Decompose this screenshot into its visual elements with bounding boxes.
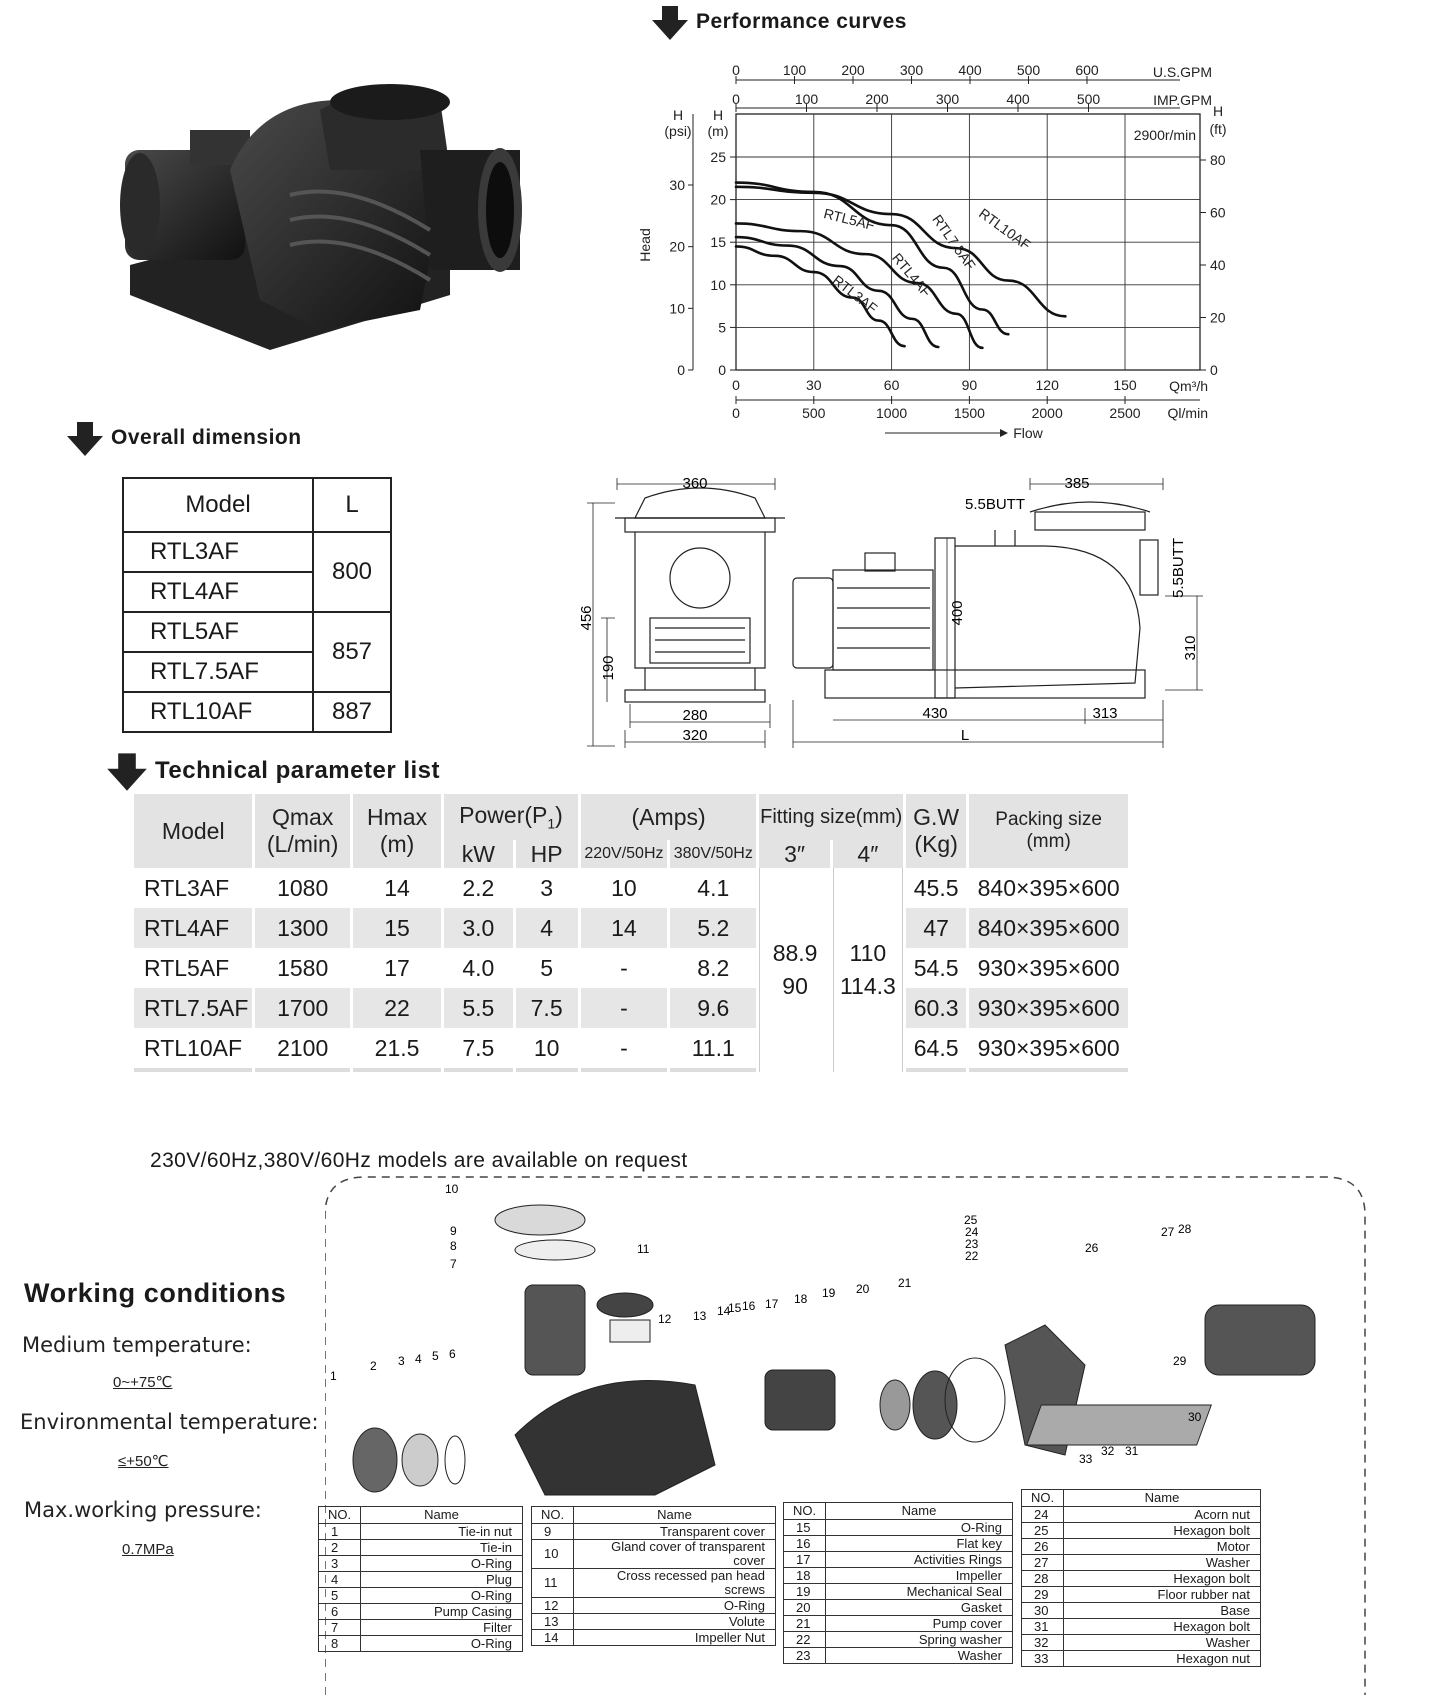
dim-model: RTL5AF (123, 612, 313, 652)
part-callout: 29 (1173, 1354, 1187, 1368)
part-name: O-Ring (361, 1556, 523, 1572)
parts-row (319, 1604, 523, 1620)
table-row: RTL7.5AF 1700 22 5.5 7.5 - 9.6 60.3 930×395×600 (134, 988, 1128, 1028)
dim-front-shaft-height: 190 (600, 655, 617, 681)
parts-row (532, 1540, 776, 1569)
y-tick-label: 15 (710, 234, 726, 251)
part-number: 5 (319, 1588, 361, 1604)
speed-label: 2900r/min (1133, 127, 1196, 143)
part-number: 21 (784, 1616, 826, 1632)
x-tick-label: 400 (1006, 91, 1030, 107)
dim-front-base-inner: 280 (682, 707, 708, 724)
x-tick-label: 300 (899, 62, 924, 78)
dim-header-l: L (313, 478, 391, 532)
parts-row (1022, 1571, 1261, 1587)
y-tick-label: 20 (1210, 309, 1226, 326)
table-row: RTL5AF 1580 17 4.0 5 - 8.2 54.5 930×395×600 (144, 954, 1120, 981)
part-name: Pump cover (826, 1616, 1013, 1632)
part-number: 20 (784, 1600, 826, 1616)
arrow-down-icon (650, 2, 690, 42)
part-name: Plug (361, 1572, 523, 1588)
y-axis-title: H (712, 107, 724, 123)
part-name: Impeller Nut (574, 1630, 776, 1646)
part-number: 24 (1022, 1507, 1064, 1523)
dimension-title: Overall dimension (65, 418, 302, 458)
part-callout: 27 (1161, 1225, 1175, 1239)
part-name: Tie-in (361, 1540, 523, 1556)
part-number: 11 (532, 1569, 574, 1598)
y-tick-label: 20 (669, 238, 685, 255)
dim-l-value: 887 (313, 692, 391, 732)
x-tick-label: 200 (841, 62, 865, 78)
x-unit-label: Qm³/h (1169, 378, 1208, 394)
th-220v: 220V/50Hz (581, 840, 667, 868)
head-label: Head (637, 228, 653, 262)
parts-no-header: NO. (1022, 1490, 1064, 1507)
part-number: 6 (319, 1604, 361, 1620)
parts-row (319, 1620, 523, 1636)
dimension-drawing (575, 468, 1215, 758)
parts-row (1022, 1635, 1261, 1651)
th-power: $Power(P_1)$ (444, 794, 578, 840)
part-callout: 21 (898, 1276, 912, 1290)
part-callout: 10 (445, 1182, 459, 1196)
part-callout: 23 (965, 1237, 979, 1251)
part-name: Hexagon bolt (1064, 1619, 1261, 1635)
part-callout: 22 (965, 1249, 979, 1263)
part-callout: 9 (450, 1224, 457, 1238)
dim-model: RTL10AF (123, 692, 313, 732)
part-name: Gland cover of transparent cover (574, 1540, 776, 1569)
part-number: 7 (319, 1620, 361, 1636)
y-tick-label: 5 (718, 319, 726, 336)
table-row: RTL10AF 2100 21.5 7.5 10 - 11.1 64.5 930×395×600 (134, 1028, 1128, 1072)
dim-model: RTL3AF (123, 532, 313, 572)
part-callout: 20 (856, 1282, 870, 1296)
parts-row (319, 1556, 523, 1572)
parts-row (784, 1520, 1013, 1536)
part-name: Cross recessed pan head screws (574, 1569, 776, 1598)
part-callout: 25 (964, 1213, 978, 1227)
part-name: Impeller (826, 1568, 1013, 1584)
part-number: 18 (784, 1568, 826, 1584)
arrow-down-icon (105, 749, 149, 793)
part-name: O-Ring (361, 1636, 523, 1652)
parts-no-header: NO. (319, 1507, 361, 1524)
th-fitting: Fitting size(mm) (759, 794, 903, 840)
th-hp: HP (516, 840, 578, 868)
parts-table-3 (783, 1502, 1013, 1664)
dim-front-base-outer: 320 (682, 727, 708, 744)
th-380v: 380V/50Hz (670, 840, 756, 868)
y-tick-label: 0 (718, 362, 726, 378)
part-callout: 32 (1101, 1444, 1115, 1458)
dimension-table (122, 477, 392, 733)
performance-chart (620, 50, 1240, 450)
x-tick-label: 0 (732, 405, 740, 421)
part-number: 14 (532, 1630, 574, 1646)
x-tick-label: 300 (935, 91, 960, 107)
part-callout: 18 (794, 1292, 808, 1306)
x-tick-label: 600 (1075, 62, 1099, 78)
part-name: O-Ring (826, 1520, 1013, 1536)
part-callout: 4 (415, 1352, 422, 1366)
x-tick-label: 500 (1016, 62, 1041, 78)
y-unit-label: (ft) (1209, 121, 1227, 137)
dim-l-value: 800 (313, 532, 391, 612)
part-name: Washer (1064, 1635, 1261, 1651)
parts-table-4 (1021, 1489, 1261, 1667)
part-number: 4 (319, 1572, 361, 1588)
dim-header-model: Model (123, 478, 313, 532)
env-temp-label: Environmental temperature: (20, 1410, 319, 1434)
x-tick-label: 0 (732, 91, 740, 107)
pressure-value: 0.7MPa (122, 1541, 174, 1558)
pump-photo (120, 80, 540, 380)
part-callout: 3 (398, 1354, 405, 1368)
parts-row (532, 1614, 776, 1630)
x-unit-label: U.S.GPM (1152, 64, 1212, 80)
x-tick-label: 150 (1113, 377, 1137, 393)
part-name: Pump Casing (361, 1604, 523, 1620)
parts-row (1022, 1523, 1261, 1539)
part-number: 10 (532, 1540, 574, 1569)
part-callout: 16 (742, 1299, 756, 1313)
th-model: Model (134, 794, 252, 868)
y-tick-label: 10 (669, 300, 685, 317)
y-tick-label: 80 (1210, 152, 1226, 168)
parts-row (784, 1568, 1013, 1584)
part-name: Tie-in nut (361, 1524, 523, 1540)
part-name: Mechanical Seal (826, 1584, 1013, 1600)
parts-row (784, 1536, 1013, 1552)
parts-row (1022, 1555, 1261, 1571)
part-number: 19 (784, 1584, 826, 1600)
part-callout: 7 (450, 1257, 457, 1271)
part-callout: 30 (1188, 1410, 1202, 1424)
x-unit-label: IMP.GPM (1153, 92, 1212, 108)
parts-row (319, 1524, 523, 1540)
parts-row (319, 1572, 523, 1588)
series-label: RTL10AF (976, 204, 1034, 253)
part-callout: 1 (330, 1369, 337, 1383)
part-callout: 31 (1125, 1444, 1139, 1458)
th-qmax: Qmax (L/min) (255, 794, 349, 868)
env-temp-value: ≤+50℃ (118, 1453, 169, 1470)
x-tick-label: 0 (732, 377, 740, 393)
dim-side-left-base: 430 (922, 705, 948, 722)
medium-temp-value: 0~+75℃ (113, 1374, 173, 1391)
dim-side-right-base: 313 (1092, 705, 1118, 722)
part-callout: 19 (822, 1286, 836, 1300)
x-tick-label: 1500 (953, 405, 985, 421)
part-number: 3 (319, 1556, 361, 1572)
part-name: Acorn nut (1064, 1507, 1261, 1523)
series-line-rtl4af (736, 237, 938, 347)
dim-l-value: 857 (313, 612, 391, 692)
part-number: 31 (1022, 1619, 1064, 1635)
x-tick-label: 2500 (1109, 405, 1141, 421)
y-axis-title: H (672, 107, 684, 123)
parts-row (1022, 1539, 1261, 1555)
parts-row (532, 1598, 776, 1614)
y-axis-title: H (1212, 103, 1224, 119)
part-name: Transparent cover (574, 1524, 776, 1540)
part-callout: 33 (1079, 1452, 1093, 1466)
part-callout: 2 (370, 1359, 377, 1373)
parts-row (1022, 1603, 1261, 1619)
parts-name-header: Name (361, 1507, 523, 1524)
x-tick-label: 500 (802, 405, 826, 421)
part-number: 26 (1022, 1539, 1064, 1555)
x-tick-label: 2000 (1031, 405, 1063, 421)
dim-side-top-right: 385 (1064, 475, 1090, 492)
part-name: O-Ring (574, 1598, 776, 1614)
th-kw: kW (444, 840, 512, 868)
part-name: Base (1064, 1603, 1261, 1619)
part-name: O-Ring (361, 1588, 523, 1604)
y-tick-label: 30 (669, 177, 685, 193)
table-row: RTL4AF 1300 15 3.0 4 14 5.2 47 840×395×600 (134, 908, 1128, 948)
part-name: Activities Rings (826, 1552, 1013, 1568)
series-label: RTL4AF (889, 249, 935, 300)
performance-title: Performance curves (650, 2, 907, 42)
tech-table (131, 794, 1131, 1072)
x-tick-label: 120 (1035, 377, 1059, 393)
y-tick-label: 0 (677, 362, 685, 378)
part-number: 1 (319, 1524, 361, 1540)
parts-no-header: NO. (532, 1507, 574, 1524)
part-number: 32 (1022, 1635, 1064, 1651)
part-name: Spring washer (826, 1632, 1013, 1648)
part-number: 22 (784, 1632, 826, 1648)
y-tick-label: 25 (710, 149, 726, 165)
part-callout: 13 (693, 1309, 707, 1323)
part-number: 2 (319, 1540, 361, 1556)
technical-title: Technical parameter list (105, 749, 440, 793)
table-row: RTL3AF 1080 14 2.2 3 10 4.1 88.9 90 110 114.3 45.5 840×395×600 (134, 868, 1128, 908)
part-callout: 28 (1178, 1222, 1192, 1236)
th-hmax: Hmax (m) (353, 794, 441, 868)
x-tick-label: 90 (961, 377, 978, 393)
arrow-down-icon (65, 418, 105, 458)
part-number: 25 (1022, 1523, 1064, 1539)
parts-name-header: Name (1064, 1490, 1261, 1507)
part-callout: 15 (728, 1301, 742, 1315)
part-callout: 8 (450, 1239, 457, 1253)
part-name: Gasket (826, 1600, 1013, 1616)
part-callout: 11 (637, 1242, 650, 1256)
parts-row (532, 1630, 776, 1646)
series-label: RTL7.5AF (929, 211, 979, 273)
dim-side-port-top: 5.5BUTT (964, 496, 1026, 513)
part-callout: 5 (432, 1349, 439, 1363)
parts-name-header: Name (826, 1503, 1013, 1520)
th-packing: Packing size (mm) (969, 794, 1128, 868)
parts-table-2 (531, 1506, 776, 1646)
y-unit-label: (psi) (664, 123, 692, 139)
y-tick-label: 60 (1210, 204, 1226, 221)
x-tick-label: 30 (806, 377, 822, 393)
x-tick-label: 100 (794, 91, 819, 107)
th-gw: G.W (Kg) (906, 794, 966, 868)
parts-row (784, 1552, 1013, 1568)
x-tick-label: 60 (883, 377, 900, 393)
part-callout: 24 (965, 1225, 979, 1239)
part-name: Flat key (826, 1536, 1013, 1552)
y-tick-label: 0 (1210, 362, 1218, 378)
part-name: Hexagon bolt (1064, 1523, 1261, 1539)
y-unit-label: (m) (707, 123, 729, 139)
x-tick-label: 200 (865, 91, 889, 107)
parts-row (784, 1648, 1013, 1664)
parts-row (532, 1569, 776, 1598)
th-fit3: 3″ (759, 840, 829, 868)
part-number: 16 (784, 1536, 826, 1552)
th-fit4: 4″ (833, 840, 903, 868)
medium-temp-label: Medium temperature: (22, 1333, 252, 1357)
part-name: Floor rubber nat (1064, 1587, 1261, 1603)
fitting-3-cell: 88.9 90 (759, 868, 829, 1072)
parts-row (784, 1584, 1013, 1600)
parts-row (1022, 1619, 1261, 1635)
dim-side-length: L (960, 727, 970, 744)
x-axis-title: Flow (1013, 425, 1043, 441)
part-number: 27 (1022, 1555, 1064, 1571)
parts-name-header: Name (574, 1507, 776, 1524)
x-tick-label: 400 (958, 62, 982, 78)
x-unit-label: Ql/min (1167, 405, 1208, 421)
working-title: Working conditions (24, 1278, 287, 1308)
parts-row (784, 1632, 1013, 1648)
part-number: 33 (1022, 1651, 1064, 1667)
dimension-header (123, 478, 391, 532)
part-callout: 14 (717, 1304, 731, 1318)
part-number: 23 (784, 1648, 826, 1664)
parts-row (319, 1636, 523, 1652)
fitting-4-cell: 110 114.3 (833, 868, 903, 1072)
part-callout: 6 (449, 1347, 456, 1361)
dim-side-port-side: 5.5BUTT (1170, 537, 1187, 599)
part-name: Motor (1064, 1539, 1261, 1555)
dim-side-mid: 400 (949, 600, 966, 626)
dim-model: RTL7.5AF (123, 652, 313, 692)
part-number: 13 (532, 1614, 574, 1630)
part-name: Filter (361, 1620, 523, 1636)
part-name: Hexagon bolt (1064, 1571, 1261, 1587)
parts-row (1022, 1587, 1261, 1603)
parts-row (784, 1600, 1013, 1616)
y-tick-label: 20 (710, 191, 726, 208)
y-tick-label: 40 (1210, 257, 1226, 273)
dim-side-height-right: 310 (1182, 635, 1199, 661)
parts-row (1022, 1651, 1261, 1667)
part-number: 8 (319, 1636, 361, 1652)
part-name: Volute (574, 1614, 776, 1630)
parts-row (319, 1540, 523, 1556)
part-number: 28 (1022, 1571, 1064, 1587)
series-label: RTL3AF (829, 271, 881, 317)
part-number: 12 (532, 1598, 574, 1614)
tech-note: 230V/60Hz,380V/60Hz models are available on request (150, 1149, 688, 1172)
series-label: RTL5AF (822, 205, 877, 234)
tech-header-row (134, 794, 1128, 840)
parts-no-header: NO. (784, 1503, 826, 1520)
dim-model: RTL4AF (123, 572, 313, 612)
th-amps: (Amps) (581, 794, 757, 840)
parts-row (784, 1616, 1013, 1632)
x-tick-label: 0 (732, 62, 740, 78)
x-tick-label: 1000 (876, 405, 908, 421)
dim-front-height: 456 (578, 605, 595, 631)
y-tick-label: 10 (710, 276, 726, 293)
part-callout: 26 (1085, 1241, 1099, 1255)
part-number: 17 (784, 1552, 826, 1568)
x-tick-label: 100 (782, 62, 807, 78)
parts-row (319, 1588, 523, 1604)
part-number: 9 (532, 1524, 574, 1540)
x-tick-label: 500 (1076, 91, 1101, 107)
parts-row (1022, 1507, 1261, 1523)
part-number: 15 (784, 1520, 826, 1536)
part-name: Hexagon nut (1064, 1651, 1261, 1667)
part-number: 29 (1022, 1587, 1064, 1603)
part-name: Washer (1064, 1555, 1261, 1571)
parts-table-1 (318, 1506, 523, 1652)
pressure-label: Max.working pressure: (24, 1498, 262, 1522)
dim-front-width-top: 360 (682, 475, 708, 492)
flow-arrow-head (1000, 429, 1008, 437)
part-number: 30 (1022, 1603, 1064, 1619)
parts-row (532, 1524, 776, 1540)
part-callout: 17 (765, 1297, 779, 1311)
part-name: Washer (826, 1648, 1013, 1664)
part-callout: 12 (658, 1312, 672, 1326)
